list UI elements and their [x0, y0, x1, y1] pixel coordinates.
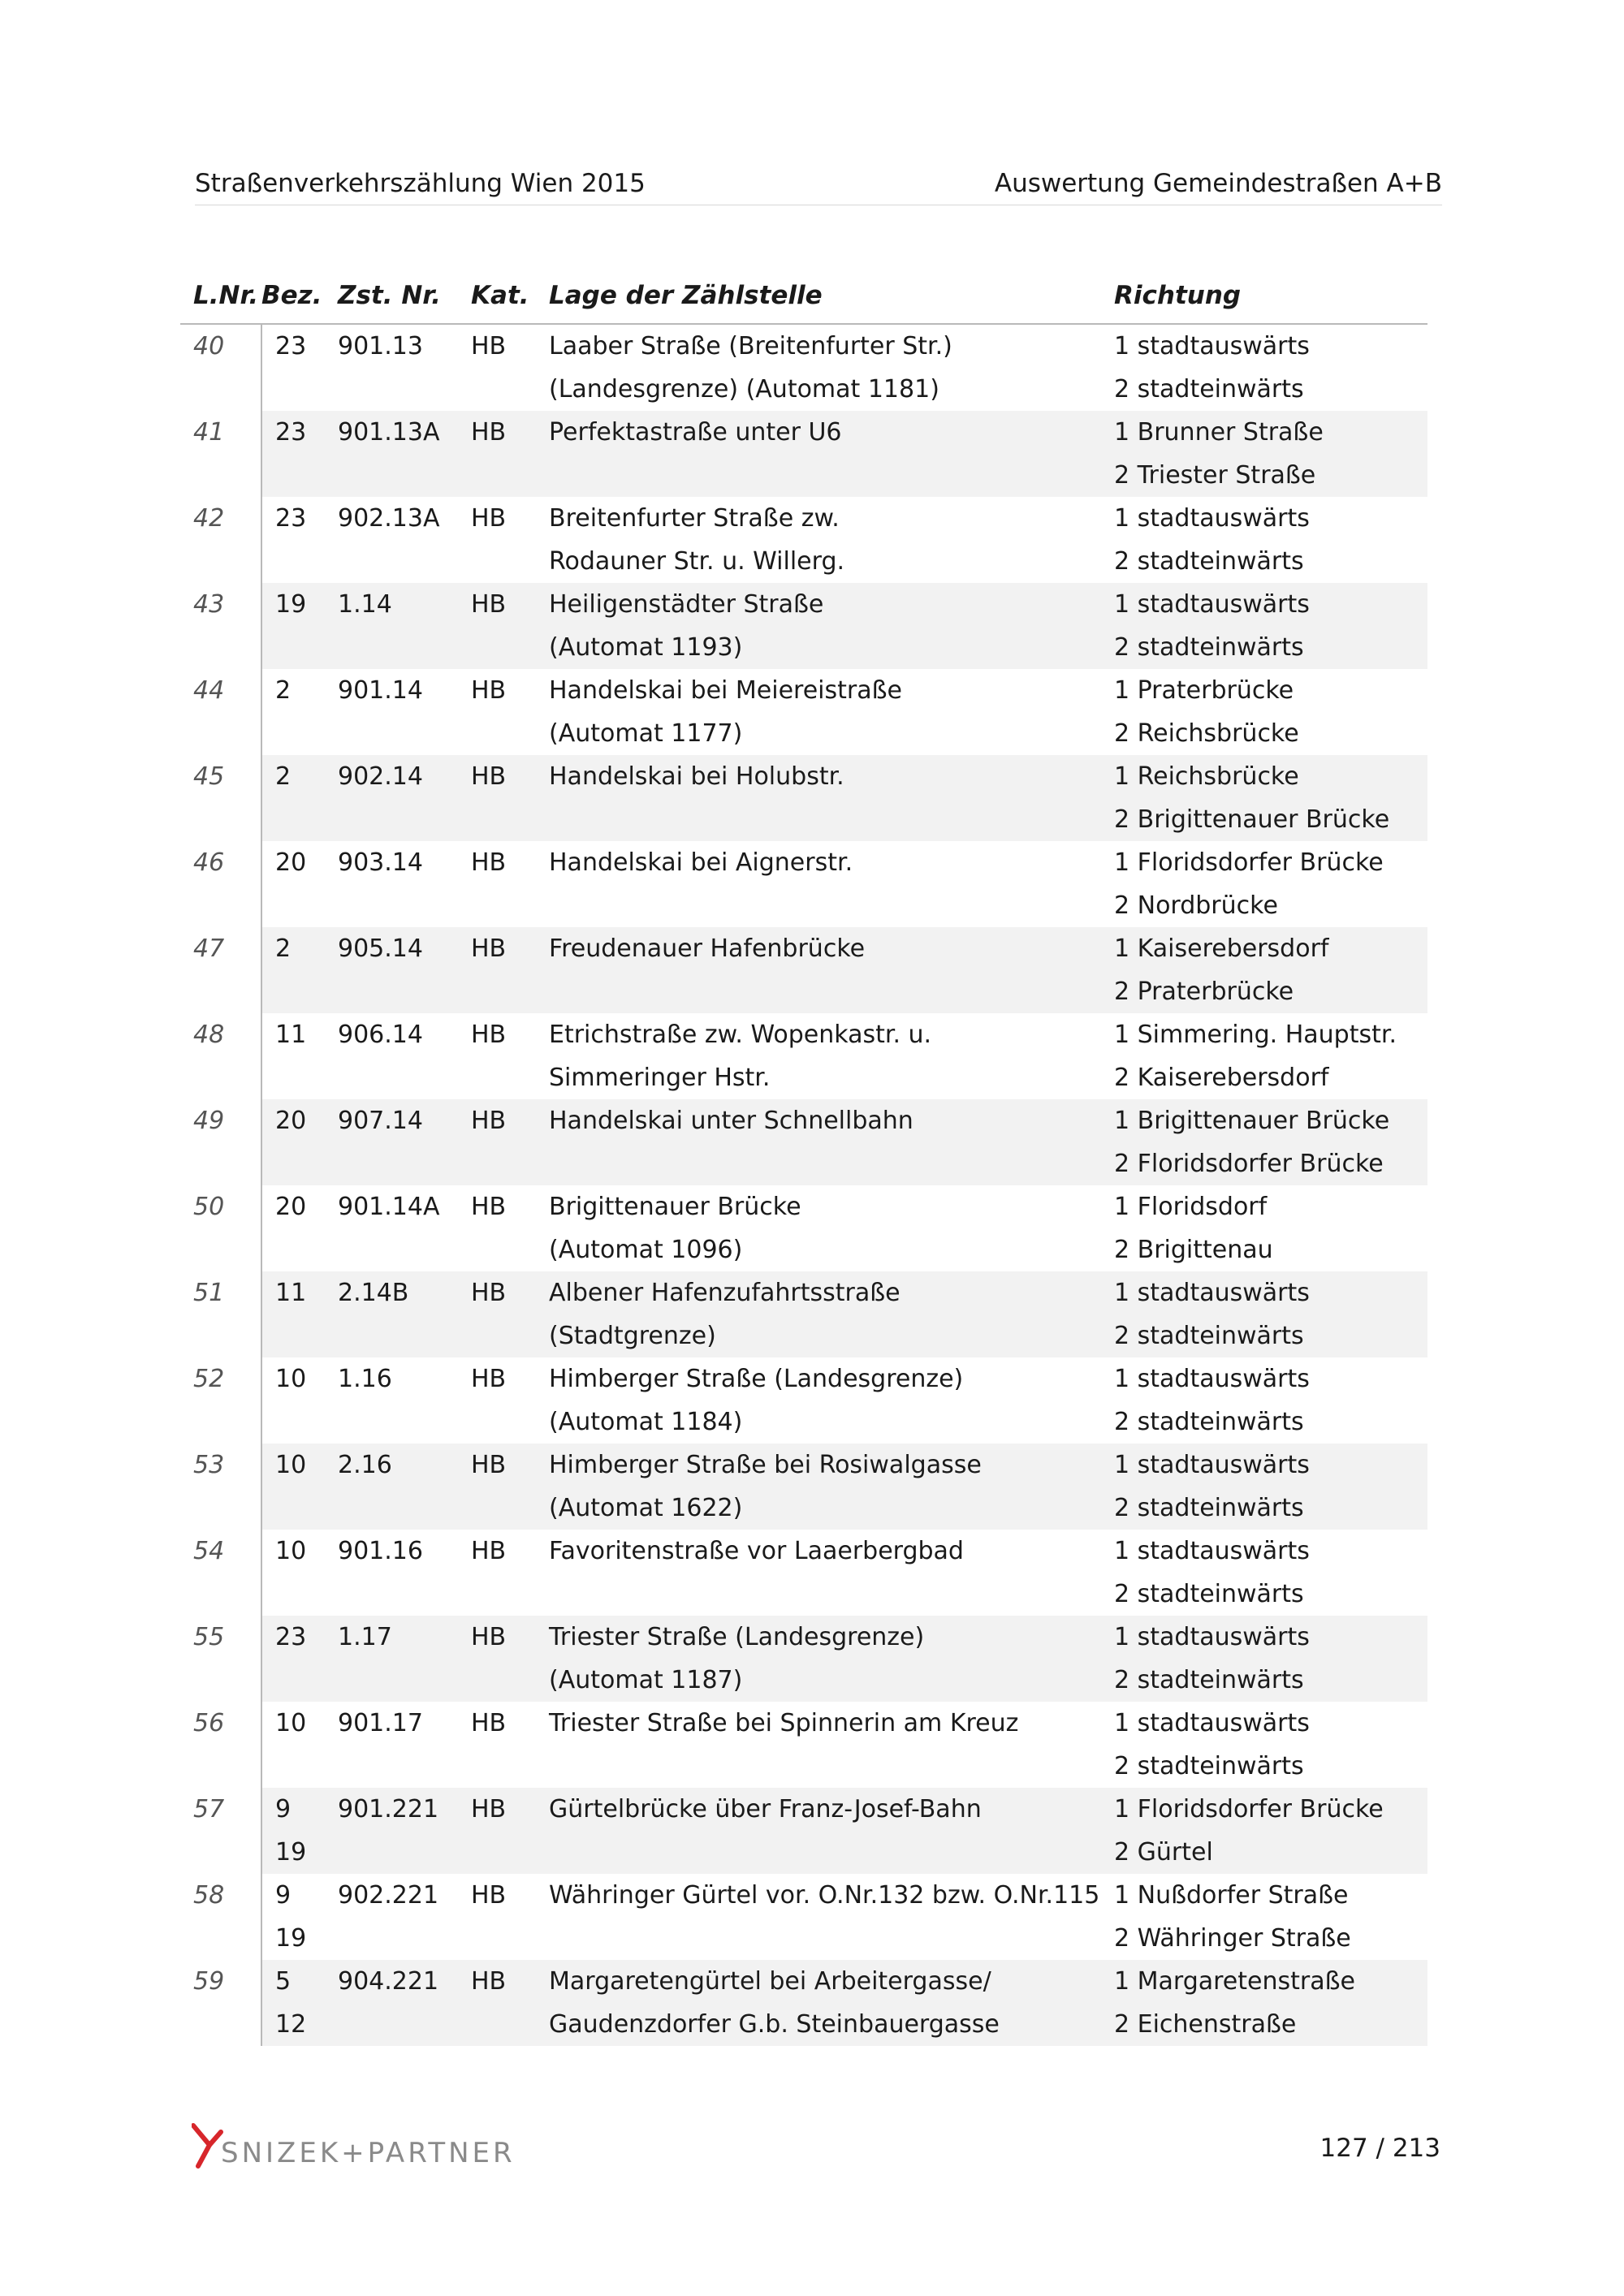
cell-lnr — [180, 540, 261, 583]
cell-lnr — [180, 1314, 261, 1357]
cell-bez: 20 — [261, 1099, 338, 1142]
cell-lnr: 58 — [180, 1874, 261, 1917]
cell-bez: 12 — [261, 2003, 338, 2046]
table-row — [180, 626, 1427, 669]
cell-bez: 23 — [261, 1616, 338, 1659]
table-row — [180, 1185, 1427, 1228]
cell-bez: 9 — [275, 1881, 292, 1910]
table-row — [180, 1444, 1427, 1487]
cell-lage — [549, 1745, 1114, 1788]
cell-zst: 901.13 — [338, 332, 423, 360]
cell-richtung: 1 Kaiserebersdorf — [1114, 927, 1427, 970]
cell-bez — [261, 540, 338, 583]
table-row — [180, 755, 1427, 798]
cell-lnr: 54 — [180, 1530, 261, 1573]
cell-kat: HB — [471, 1099, 549, 1142]
cell-bez: 11 — [261, 1271, 338, 1314]
cell-bez: 9 — [261, 1788, 338, 1831]
cell-bez — [261, 1400, 338, 1444]
cell-kat: HB — [471, 1193, 507, 1221]
cell-bez — [261, 1314, 338, 1357]
cell-lnr: 41 — [180, 411, 261, 454]
cell-bez — [261, 712, 338, 755]
cell-richtung: 2 stadteinwärts — [1114, 1752, 1304, 1780]
table-row — [180, 1228, 1427, 1271]
table-row — [180, 1400, 1427, 1444]
cell-zst — [338, 1400, 471, 1444]
cell-lnr — [180, 1056, 261, 1099]
cell-zst — [338, 454, 471, 497]
cell-bez — [261, 368, 338, 411]
cell-richtung: 1 Praterbrücke — [1114, 676, 1294, 705]
cell-bez: 10 — [275, 1537, 307, 1565]
cell-kat — [471, 1573, 549, 1616]
cell-lage: (Automat 1177) — [549, 719, 743, 748]
cell-richtung: 1 stadtauswärts — [1114, 1365, 1310, 1393]
cell-lnr — [180, 884, 261, 927]
cell-lnr — [180, 1142, 261, 1185]
cell-lnr: 53 — [180, 1444, 261, 1487]
cell-bez: 10 — [275, 1709, 307, 1737]
cell-lage: Handelskai bei Holubstr. — [549, 755, 1114, 798]
cell-richtung: 1 Floridsdorfer Brücke — [1114, 1788, 1427, 1831]
cell-lnr — [180, 1487, 261, 1530]
document-title: Straßenverkehrszählung Wien 2015 — [195, 169, 646, 198]
cell-richtung: 2 Währinger Straße — [1114, 1924, 1351, 1953]
cell-lnr — [180, 626, 261, 669]
cell-kat: HB — [471, 1709, 507, 1737]
cell-bez — [261, 1659, 338, 1702]
cell-lnr: 49 — [180, 1099, 261, 1142]
cell-lage: Handelskai bei Meiereistraße — [549, 676, 902, 705]
column-header-zst: Zst. Nr. — [338, 268, 471, 324]
cell-bez: 20 — [275, 848, 307, 877]
cell-kat: HB — [471, 848, 507, 877]
table-row — [180, 1271, 1427, 1314]
cell-lnr: 42 — [180, 497, 261, 540]
cell-richtung: 1 Brunner Straße — [1114, 411, 1427, 454]
cell-lage: (Stadtgrenze) — [549, 1314, 1114, 1357]
cell-lage: Handelskai bei Aignerstr. — [549, 848, 853, 877]
cell-lnr — [180, 1400, 261, 1444]
table-row — [180, 1530, 1427, 1573]
cell-lage: Himberger Straße (Landesgrenze) — [549, 1365, 964, 1393]
cell-lage: (Automat 1096) — [549, 1236, 743, 1264]
table-row — [180, 669, 1427, 712]
cell-kat: HB — [471, 1616, 549, 1659]
cell-zst — [338, 798, 471, 841]
cell-bez — [261, 454, 338, 497]
cell-kat: HB — [471, 332, 507, 360]
page-number: 127 / 213 — [1320, 2134, 1440, 2163]
cell-richtung: 2 Floridsdorfer Brücke — [1114, 1142, 1427, 1185]
cell-lnr — [180, 368, 261, 411]
logo-y-mark-icon — [192, 2121, 224, 2169]
cell-lnr: 59 — [180, 1960, 261, 2003]
cell-lnr — [180, 798, 261, 841]
cell-kat — [471, 2003, 549, 2046]
cell-bez: 19 — [261, 1831, 338, 1874]
table-row — [180, 1659, 1427, 1702]
cell-kat: HB — [471, 1537, 507, 1565]
cell-kat — [471, 1142, 549, 1185]
cell-richtung: 1 stadtauswärts — [1114, 1709, 1310, 1737]
cell-richtung: 1 Margaretenstraße — [1114, 1960, 1427, 2003]
cell-bez — [261, 1487, 338, 1530]
cell-zst: 901.14 — [338, 676, 423, 705]
table-row — [180, 1056, 1427, 1099]
cell-zst: 1.14 — [338, 583, 471, 626]
cell-lage — [549, 970, 1114, 1013]
cell-lage: Breitenfurter Straße zw. — [549, 504, 840, 533]
table-row — [180, 324, 1427, 368]
cell-kat: HB — [471, 1960, 549, 2003]
cell-richtung: 1 stadtauswärts — [1114, 1616, 1427, 1659]
cell-zst: 902.13A — [338, 504, 440, 533]
cell-bez — [261, 1142, 338, 1185]
cell-richtung: 2 stadteinwärts — [1114, 1580, 1304, 1608]
cell-lnr — [180, 1659, 261, 1702]
table-row — [180, 540, 1427, 583]
table-row — [180, 497, 1427, 540]
cell-lnr: 45 — [180, 755, 261, 798]
cell-richtung: 2 Gürtel — [1114, 1831, 1427, 1874]
cell-zst — [338, 884, 471, 927]
table-row — [180, 1616, 1427, 1659]
table-row — [180, 411, 1427, 454]
cell-zst — [338, 1573, 471, 1616]
cell-richtung: 1 stadtauswärts — [1114, 332, 1310, 360]
table-row — [180, 1702, 1427, 1745]
cell-kat — [471, 626, 549, 669]
cell-kat — [471, 1917, 549, 1960]
cell-lage: Brigittenauer Brücke — [549, 1193, 801, 1221]
cell-zst: 905.14 — [338, 927, 471, 970]
cell-bez — [261, 1056, 338, 1099]
cell-zst: 1.17 — [338, 1616, 471, 1659]
cell-richtung: 2 Brigittenauer Brücke — [1114, 798, 1427, 841]
cell-kat: HB — [471, 1444, 549, 1487]
table-body — [180, 324, 1427, 2046]
cell-richtung: 1 stadtauswärts — [1114, 504, 1310, 533]
cell-lnr: 47 — [180, 927, 261, 970]
counting-stations-table — [180, 268, 1427, 2046]
cell-zst: 901.17 — [338, 1709, 423, 1737]
cell-lnr — [180, 970, 261, 1013]
cell-kat — [471, 1314, 549, 1357]
table-row — [180, 841, 1427, 884]
cell-richtung: 2 Brigittenau — [1114, 1236, 1273, 1264]
cell-kat: HB — [471, 755, 549, 798]
cell-lnr — [180, 1831, 261, 1874]
cell-zst: 901.13A — [338, 411, 471, 454]
cell-richtung: 2 Kaiserebersdorf — [1114, 1064, 1329, 1092]
cell-richtung: 1 Floridsdorf — [1114, 1193, 1268, 1221]
cell-zst: 2.14B — [338, 1271, 471, 1314]
cell-lage: Gaudenzdorfer G.b. Steinbauergasse — [549, 2003, 1114, 2046]
table-row — [180, 1917, 1427, 1960]
cell-lage: (Automat 1187) — [549, 1659, 1114, 1702]
cell-kat — [471, 1400, 549, 1444]
table-row — [180, 1745, 1427, 1788]
table-row — [180, 798, 1427, 841]
cell-zst — [338, 1745, 471, 1788]
cell-lage: (Automat 1622) — [549, 1487, 1114, 1530]
cell-zst: 902.14 — [338, 755, 471, 798]
cell-lage — [549, 884, 1114, 927]
cell-lage: Gürtelbrücke über Franz-Josef-Bahn — [549, 1788, 1114, 1831]
cell-lnr: 44 — [180, 669, 261, 712]
table-row — [180, 583, 1427, 626]
table-row — [180, 1013, 1427, 1056]
column-header-kat: Kat. — [471, 268, 549, 324]
column-header-lage: Lage der Zählstelle — [549, 268, 1114, 324]
table-row — [180, 1142, 1427, 1185]
cell-bez: 2 — [275, 676, 292, 705]
table-row — [180, 2003, 1427, 2046]
table-row — [180, 1357, 1427, 1400]
cell-lnr — [180, 454, 261, 497]
cell-kat: HB — [471, 1021, 507, 1049]
cell-lage — [549, 454, 1114, 497]
cell-lage: Laaber Straße (Breitenfurter Str.) — [549, 332, 952, 360]
cell-zst: 901.221 — [338, 1788, 471, 1831]
table-row — [180, 1314, 1427, 1357]
cell-lage: Himberger Straße bei Rosiwalgasse — [549, 1444, 1114, 1487]
cell-lage: Triester Straße bei Spinnerin am Kreuz — [549, 1709, 1019, 1737]
cell-zst: 907.14 — [338, 1099, 471, 1142]
logo-text: SNIZEK+PARTNER — [221, 2137, 516, 2169]
cell-richtung: 2 stadteinwärts — [1114, 626, 1427, 669]
cell-richtung: 2 Reichsbrücke — [1114, 719, 1299, 748]
table-row — [180, 454, 1427, 497]
cell-lnr — [180, 1573, 261, 1616]
cell-lage — [549, 1573, 1114, 1616]
cell-richtung: 2 stadteinwärts — [1114, 375, 1304, 404]
cell-lage — [549, 1917, 1114, 1960]
cell-bez — [261, 1573, 338, 1616]
cell-kat — [471, 1831, 549, 1874]
table-row — [180, 1874, 1427, 1917]
cell-richtung: 1 stadtauswärts — [1114, 1537, 1310, 1565]
cell-kat — [471, 540, 549, 583]
cell-lage: Margaretengürtel bei Arbeitergasse/ — [549, 1960, 1114, 2003]
cell-richtung: 1 Floridsdorfer Brücke — [1114, 848, 1384, 877]
cell-richtung: 2 Triester Straße — [1114, 454, 1427, 497]
table-row — [180, 1099, 1427, 1142]
cell-zst: 906.14 — [338, 1021, 423, 1049]
cell-lage — [549, 1831, 1114, 1874]
cell-zst — [338, 1314, 471, 1357]
table-row — [180, 1487, 1427, 1530]
cell-zst — [338, 1142, 471, 1185]
cell-zst — [338, 1228, 471, 1271]
cell-kat — [471, 368, 549, 411]
cell-lnr: 57 — [180, 1788, 261, 1831]
cell-lnr — [180, 1228, 261, 1271]
cell-richtung: 1 Brigittenauer Brücke — [1114, 1099, 1427, 1142]
column-header-bez: Bez. — [261, 268, 338, 324]
cell-kat — [471, 454, 549, 497]
cell-zst: 2.16 — [338, 1444, 471, 1487]
table-row — [180, 970, 1427, 1013]
cell-richtung: 2 stadteinwärts — [1114, 547, 1304, 576]
cell-lage: Währinger Gürtel vor. O.Nr.132 bzw. O.Nr.115 — [549, 1881, 1100, 1910]
cell-kat — [471, 1487, 549, 1530]
cell-kat: HB — [471, 1365, 507, 1393]
cell-kat: HB — [471, 583, 549, 626]
table-row — [180, 884, 1427, 927]
cell-richtung: 1 Simmering. Hauptstr. — [1114, 1021, 1397, 1049]
cell-bez: 23 — [261, 411, 338, 454]
cell-zst — [338, 368, 471, 411]
cell-lage: Simmeringer Hstr. — [549, 1064, 771, 1092]
cell-kat — [471, 1228, 549, 1271]
cell-lage: Perfektastraße unter U6 — [549, 411, 1114, 454]
table-row — [180, 1960, 1427, 2003]
cell-lnr: 50 — [180, 1185, 261, 1228]
cell-lnr: 55 — [180, 1616, 261, 1659]
table-row — [180, 712, 1427, 755]
cell-richtung: 2 Praterbrücke — [1114, 970, 1427, 1013]
cell-zst — [338, 540, 471, 583]
cell-zst: 1.16 — [338, 1365, 392, 1393]
cell-bez: 23 — [275, 332, 307, 360]
cell-lnr — [180, 2003, 261, 2046]
cell-zst — [338, 1659, 471, 1702]
cell-bez: 5 — [261, 1960, 338, 2003]
cell-lnr: 56 — [180, 1702, 261, 1745]
cell-zst — [338, 626, 471, 669]
cell-zst — [338, 970, 471, 1013]
cell-zst: 903.14 — [338, 848, 423, 877]
cell-bez: 10 — [261, 1444, 338, 1487]
cell-bez — [261, 970, 338, 1013]
cell-richtung: 1 Nußdorfer Straße — [1114, 1881, 1349, 1910]
cell-lage: (Landesgrenze) (Automat 1181) — [549, 375, 939, 404]
cell-bez — [261, 626, 338, 669]
cell-kat — [471, 798, 549, 841]
cell-lnr — [180, 1917, 261, 1960]
cell-bez: 20 — [275, 1193, 307, 1221]
cell-kat — [471, 884, 549, 927]
cell-lage — [549, 798, 1114, 841]
cell-kat — [471, 970, 549, 1013]
cell-zst: 904.221 — [338, 1960, 471, 2003]
cell-kat: HB — [471, 927, 549, 970]
cell-kat: HB — [471, 504, 507, 533]
cell-bez — [261, 1745, 338, 1788]
cell-zst: 901.16 — [338, 1537, 423, 1565]
cell-kat — [471, 1056, 549, 1099]
cell-lnr: 52 — [180, 1357, 261, 1400]
cell-lnr: 51 — [180, 1271, 261, 1314]
cell-bez — [261, 1228, 338, 1271]
cell-zst — [338, 1056, 471, 1099]
cell-kat: HB — [471, 1881, 507, 1910]
table-header-row — [180, 268, 1427, 324]
cell-lnr — [180, 1745, 261, 1788]
table-row — [180, 1788, 1427, 1831]
cell-zst: 901.14A — [338, 1193, 440, 1221]
cell-kat: HB — [471, 1271, 549, 1314]
section-title: Auswertung Gemeindestraßen A+B — [994, 169, 1442, 198]
cell-lage: Triester Straße (Landesgrenze) — [549, 1616, 1114, 1659]
cell-richtung: 2 stadteinwärts — [1114, 1659, 1427, 1702]
cell-richtung: 1 stadtauswärts — [1114, 583, 1427, 626]
cell-kat — [471, 1745, 549, 1788]
cell-richtung: 2 Nordbrücke — [1114, 891, 1278, 920]
cell-zst — [338, 1917, 471, 1960]
cell-kat: HB — [471, 411, 549, 454]
cell-zst — [338, 1487, 471, 1530]
cell-richtung: 2 stadteinwärts — [1114, 1314, 1427, 1357]
cell-lage: (Automat 1184) — [549, 1408, 743, 1436]
cell-lage: Handelskai unter Schnellbahn — [549, 1099, 1114, 1142]
cell-bez: 11 — [275, 1021, 307, 1049]
cell-lnr — [180, 712, 261, 755]
cell-bez: 19 — [261, 583, 338, 626]
cell-richtung: 1 stadtauswärts — [1114, 1271, 1427, 1314]
cell-lage: (Automat 1193) — [549, 626, 1114, 669]
cell-lnr: 43 — [180, 583, 261, 626]
cell-lage: Heiligenstädter Straße — [549, 583, 1114, 626]
cell-zst — [338, 712, 471, 755]
cell-lnr: 46 — [180, 841, 261, 884]
cell-zst — [338, 1831, 471, 1874]
column-header-lnr: L.Nr. — [180, 268, 261, 324]
cell-bez: 2 — [261, 755, 338, 798]
table-row — [180, 368, 1427, 411]
cell-bez: 2 — [261, 927, 338, 970]
cell-lage: Favoritenstraße vor Laaerbergbad — [549, 1537, 964, 1565]
cell-zst — [338, 2003, 471, 2046]
cell-lage: Etrichstraße zw. Wopenkastr. u. — [549, 1021, 932, 1049]
cell-richtung: 2 Eichenstraße — [1114, 2003, 1427, 2046]
cell-kat — [471, 1659, 549, 1702]
cell-richtung: 2 stadteinwärts — [1114, 1408, 1304, 1436]
table-row — [180, 927, 1427, 970]
column-header-richtung: Richtung — [1114, 268, 1427, 324]
cell-bez — [261, 798, 338, 841]
cell-lage — [549, 1142, 1114, 1185]
cell-lage: Freudenauer Hafenbrücke — [549, 927, 1114, 970]
cell-lnr: 40 — [180, 324, 261, 368]
cell-kat: HB — [471, 1788, 549, 1831]
cell-bez — [261, 884, 338, 927]
cell-bez: 23 — [275, 504, 307, 533]
table-row — [180, 1573, 1427, 1616]
cell-bez: 10 — [275, 1365, 307, 1393]
page-header — [195, 169, 1442, 205]
cell-lnr: 48 — [180, 1013, 261, 1056]
cell-richtung: 2 stadteinwärts — [1114, 1487, 1427, 1530]
cell-kat — [471, 712, 549, 755]
cell-richtung: 1 Reichsbrücke — [1114, 755, 1427, 798]
cell-kat: HB — [471, 676, 507, 705]
cell-lage: Albener Hafenzufahrtsstraße — [549, 1271, 1114, 1314]
cell-lage: Rodauner Str. u. Willerg. — [549, 547, 845, 576]
table-row — [180, 1831, 1427, 1874]
cell-zst: 902.221 — [338, 1881, 439, 1910]
cell-bez: 19 — [275, 1924, 307, 1953]
company-logo — [192, 2121, 533, 2173]
cell-richtung: 1 stadtauswärts — [1114, 1444, 1427, 1487]
